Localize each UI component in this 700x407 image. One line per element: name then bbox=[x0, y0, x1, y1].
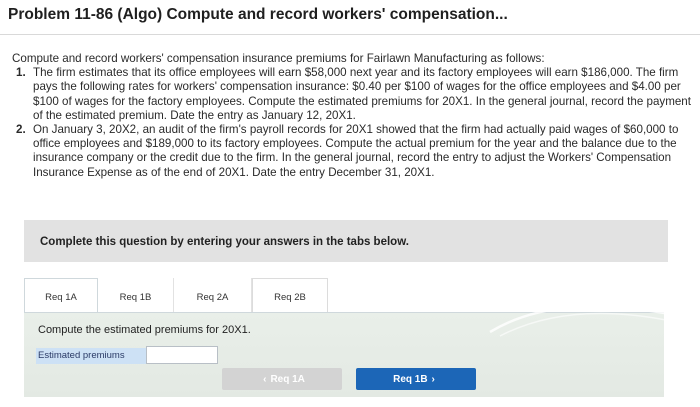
problem-item bbox=[12, 66, 700, 123]
prev-req-button[interactable] bbox=[222, 368, 342, 390]
title-divider bbox=[0, 34, 700, 35]
problem-item-text: The firm estimates that its office employees will earn $58,000 next year and its factory employees will earn $186,000. The firm pays the following rates for workers' compensation insurance: $0.40 per $100 of wages for the office employees and $4.00 per $100 of wages for the factory employees. Compute the estimated premiums for 20X1. In the general journal, record the payment of the estimated premium. Date the entry as January 12, 20X1. bbox=[33, 66, 691, 122]
chevron-right-icon: › bbox=[431, 373, 435, 385]
instructions-panel bbox=[24, 220, 668, 262]
problem-list bbox=[12, 66, 700, 180]
tab-req-2b[interactable]: Req 2B bbox=[252, 278, 328, 316]
problem-item-number: 2. bbox=[16, 123, 26, 137]
problem-item-number: 1. bbox=[16, 66, 26, 80]
tab-req-1a[interactable]: Req 1A bbox=[24, 278, 98, 316]
question-text: Compute the estimated premiums for 20X1. bbox=[38, 324, 251, 336]
instructions-text: Complete this question by entering your answers in the tabs below. bbox=[40, 236, 409, 248]
prev-req-label: Req 1A bbox=[270, 373, 305, 385]
page-title: Problem 11-86 (Algo) Compute and record workers' compensation... bbox=[8, 6, 508, 23]
problem-item bbox=[12, 123, 700, 180]
tab-req-1b[interactable]: Req 1B bbox=[98, 278, 174, 316]
next-req-button[interactable] bbox=[356, 368, 476, 390]
estimated-premiums-input[interactable] bbox=[146, 346, 218, 364]
estimated-premiums-label: Estimated premiums bbox=[36, 348, 146, 364]
problem-intro: Compute and record workers' compensation insurance premiums for Fairlawn Manufacturing as follows: bbox=[12, 52, 545, 65]
chevron-left-icon: ‹ bbox=[263, 373, 267, 385]
problem-statement bbox=[12, 52, 700, 180]
decorative-swoosh bbox=[480, 292, 680, 342]
problem-item-text: On January 3, 20X2, an audit of the firm's payroll records for 20X1 showed that the firm had actually paid wages of $60,000 to office employees and $189,000 to its factory employees. Compute the actual premium for the year and the balance due to the insurance company or the credit due to the firm. In the general journal, record the entry to adjust the Workers' Compensation Insurance Expense as of the end of 20X1. Date the entry December 31, 20X1. bbox=[33, 123, 679, 179]
tab-req-2a[interactable]: Req 2A bbox=[174, 278, 252, 316]
next-req-label: Req 1B bbox=[393, 373, 428, 385]
